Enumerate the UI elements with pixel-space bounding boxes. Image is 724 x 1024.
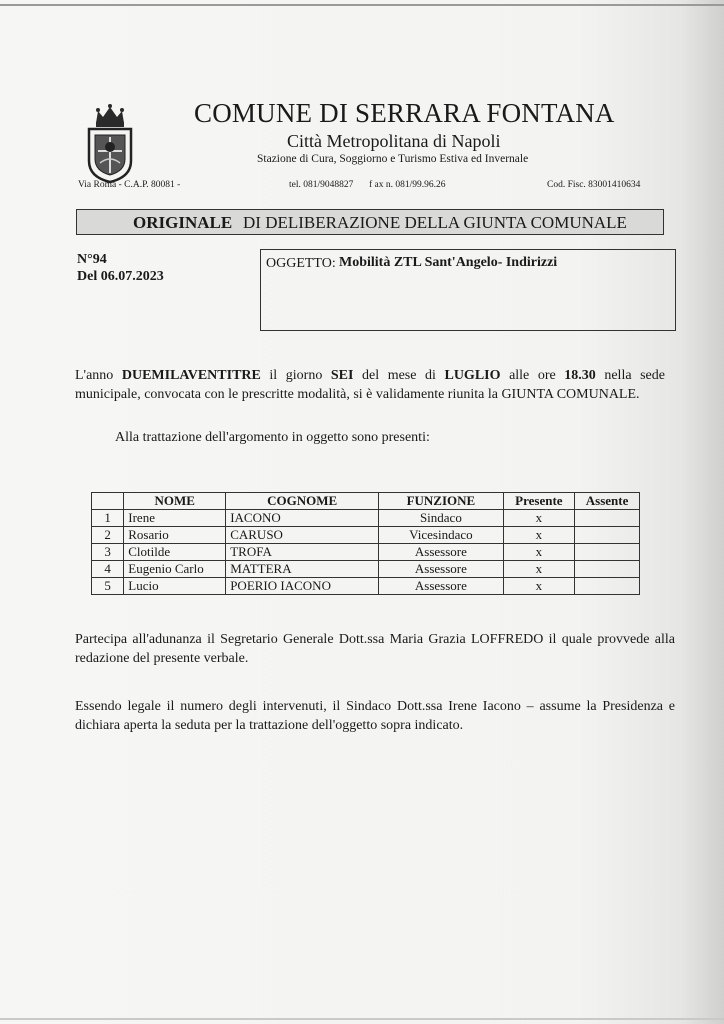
presente-header: Presente xyxy=(503,493,575,510)
present-mark: x xyxy=(503,561,575,578)
municipal-crest-icon xyxy=(84,103,136,183)
scan-edge-line xyxy=(0,4,724,6)
row-index: 4 xyxy=(92,561,124,578)
table-row xyxy=(92,544,640,561)
member-first-name: Clotilde xyxy=(124,544,226,561)
member-last-name: IACONO xyxy=(226,510,379,527)
member-role: Assessore xyxy=(379,561,503,578)
telephone-text: tel. 081/9048827 xyxy=(289,180,354,190)
attendees-intro: Alla trattazione dell'argomento in oggetto sono presenti: xyxy=(115,430,430,445)
member-first-name: Irene xyxy=(124,510,226,527)
deliberation-type-label: DI DELIBERAZIONE DELLA GIUNTA COMUNALE xyxy=(243,213,627,232)
meeting-time: 18.30 xyxy=(564,368,596,383)
absent-mark xyxy=(575,578,640,595)
presidency-paragraph: Essendo legale il numero degli intervenuti, il Sindaco Dott.ssa Irene Iacono – assume la Presidenza e dichiara aperta la seduta per la trattazione dell'oggetto sopra indicato. xyxy=(75,699,675,733)
row-index: 5 xyxy=(92,578,124,595)
present-mark: x xyxy=(503,510,575,527)
present-mark: x xyxy=(503,527,575,544)
metro-city-subtitle: Città Metropolitana di Napoli xyxy=(287,131,501,151)
member-last-name: POERIO IACONO xyxy=(226,578,379,595)
attendance-table xyxy=(91,492,640,595)
nome-header: NOME xyxy=(124,493,226,510)
table-row xyxy=(92,510,640,527)
index-header xyxy=(92,493,124,510)
deliberation-number: N°94 xyxy=(77,252,107,267)
absent-mark xyxy=(575,561,640,578)
secretary-paragraph: Partecipa all'adunanza il Segretario Generale Dott.ssa Maria Grazia LOFFREDO il quale provvede alla redazione del presente verbale. xyxy=(75,632,675,666)
meeting-month: LUGLIO xyxy=(444,368,501,383)
member-role: Sindaco xyxy=(379,510,503,527)
member-last-name: TROFA xyxy=(226,544,379,561)
scan-edge-line xyxy=(0,1018,724,1020)
municipality-title: COMUNE DI SERRARA FONTANA xyxy=(194,98,615,128)
subject-label: OGGETTO: xyxy=(266,256,336,271)
originale-label: ORIGINALE xyxy=(133,213,233,232)
row-index: 3 xyxy=(92,544,124,561)
table-row xyxy=(92,561,640,578)
funzione-header: FUNZIONE xyxy=(379,493,503,510)
tax-code-text: Cod. Fisc. 83001410634 xyxy=(547,180,641,190)
deliberation-date: Del 06.07.2023 xyxy=(77,269,164,284)
meeting-intro-paragraph: L'anno DUEMILAVENTITRE il giorno SEI del mese di LUGLIO alle ore 18.30 nella sede municipale, convocata con le prescritte modalità, si è validamente riunita la GIUNTA COMUNALE. xyxy=(75,368,665,402)
table-row xyxy=(92,578,640,595)
fax-text: f ax n. 081/99.96.26 xyxy=(369,180,446,190)
table-header-row xyxy=(92,493,640,510)
row-index: 2 xyxy=(92,527,124,544)
subject-box xyxy=(260,249,676,331)
assente-header: Assente xyxy=(575,493,640,510)
table-row xyxy=(92,527,640,544)
meeting-year: DUEMILAVENTITRE xyxy=(121,368,261,383)
member-first-name: Eugenio Carlo xyxy=(124,561,226,578)
meeting-day: SEI xyxy=(330,368,354,383)
member-last-name: CARUSO xyxy=(226,527,379,544)
present-mark: x xyxy=(503,578,575,595)
absent-mark xyxy=(575,527,640,544)
present-mark: x xyxy=(503,544,575,561)
subject-value: Mobilità ZTL Sant'Angelo- Indirizzi xyxy=(339,255,558,270)
member-role: Assessore xyxy=(379,578,503,595)
member-role: Assessore xyxy=(379,544,503,561)
member-role: Vicesindaco xyxy=(379,527,503,544)
tourism-tagline: Stazione di Cura, Soggiorno e Turismo Estiva ed Invernale xyxy=(257,153,529,165)
absent-mark xyxy=(575,510,640,527)
member-first-name: Lucio xyxy=(124,578,226,595)
address-text: Via Roma - C.A.P. 80081 - xyxy=(78,180,181,190)
document-type-banner xyxy=(76,209,664,235)
member-last-name: MATTERA xyxy=(226,561,379,578)
absent-mark xyxy=(575,544,640,561)
member-first-name: Rosario xyxy=(124,527,226,544)
row-index: 1 xyxy=(92,510,124,527)
cognome-header: COGNOME xyxy=(226,493,379,510)
